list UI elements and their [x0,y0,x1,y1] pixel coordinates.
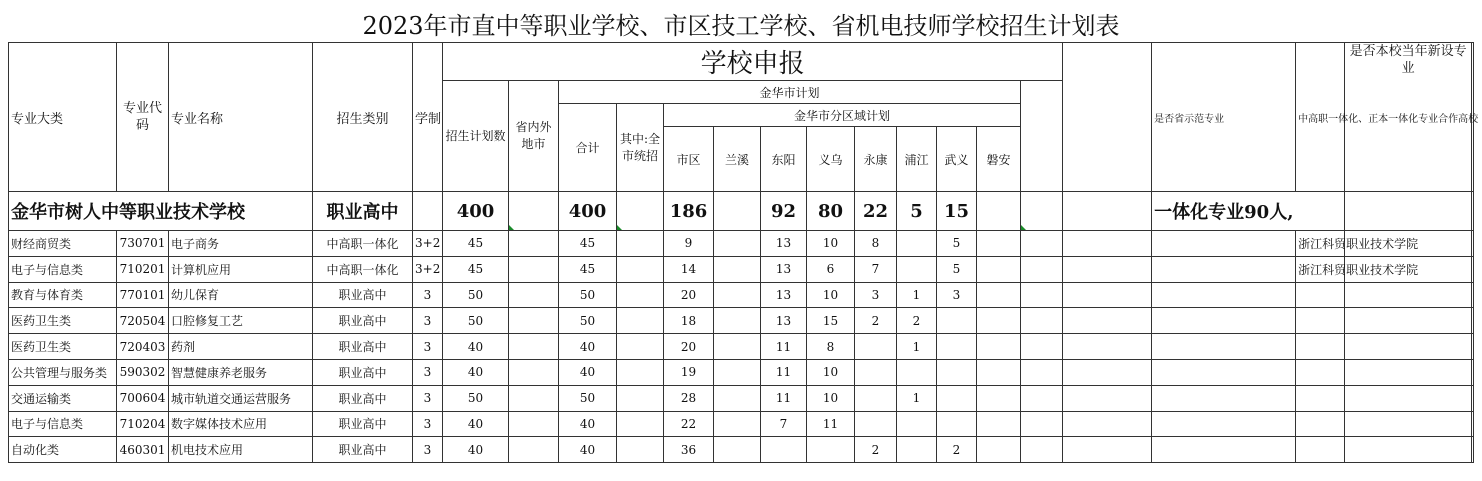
row-partner-college [1296,334,1345,360]
row-district-pujiang: 1 [897,334,937,360]
row-district-yongkang: 7 [855,256,897,282]
row-partner-college: 浙江科贸职业技术学院 [1296,231,1345,257]
header-district-yongkang: 永康 [855,127,897,192]
header-demo-major: 是否省示范专业 [1152,43,1296,192]
row-plan: 45 [443,256,509,282]
row-partner-college: 浙江科贸职业技术学院 [1296,256,1345,282]
table-row [9,334,1474,360]
header-total: 合计 [559,104,617,192]
row-total: 40 [559,359,617,385]
row-total: 40 [559,411,617,437]
row-district-shiqu: 22 [664,411,714,437]
row-district-lanxi [714,308,761,334]
row-district-pujiang: 2 [897,308,937,334]
major-rows [9,231,1474,463]
header-district-wuyi: 武义 [937,127,977,192]
row-system: 3 [413,282,443,308]
row-total: 45 [559,231,617,257]
row-plan: 40 [443,359,509,385]
row-district-shiqu: 14 [664,256,714,282]
row-type: 职业高中 [313,385,413,411]
row-partner-college [1296,308,1345,334]
row-total: 40 [559,334,617,360]
header-school-report: 学校申报 [443,43,1063,81]
row-district-wuyi [937,308,977,334]
header-district-pujiang: 浦江 [897,127,937,192]
school-plan: 400 [443,192,509,231]
row-district-panan [977,282,1021,308]
row-district-dongyang: 11 [761,334,807,360]
row-total: 50 [559,385,617,411]
row-partner-college [1296,411,1345,437]
row-district-pujiang [897,359,937,385]
row-category: 医药卫生类 [9,308,117,334]
row-district-lanxi [714,256,761,282]
table-row [9,308,1474,334]
row-type: 职业高中 [313,334,413,360]
row-district-shiqu: 28 [664,385,714,411]
row-category: 医药卫生类 [9,334,117,360]
row-name: 城市轨道交通运营服务 [169,385,313,411]
row-district-yongkang [855,359,897,385]
row-district-shiqu: 18 [664,308,714,334]
school-type: 职业高中 [313,192,413,231]
row-district-dongyang: 13 [761,256,807,282]
row-system: 3+2 [413,231,443,257]
row-district-dongyang: 11 [761,385,807,411]
row-district-panan [977,256,1021,282]
row-district-shiqu: 36 [664,437,714,463]
table-row [9,359,1474,385]
header-extra-blank [1063,43,1152,192]
school-district-dongyang: 92 [761,192,807,231]
row-district-lanxi [714,359,761,385]
row-name: 智慧健康养老服务 [169,359,313,385]
row-district-lanxi [714,231,761,257]
row-district-dongyang: 11 [761,359,807,385]
row-district-pujiang: 1 [897,385,937,411]
row-category: 电子与信息类 [9,256,117,282]
row-district-wuyi: 5 [937,231,977,257]
row-district-yongkang [855,334,897,360]
row-system: 3 [413,308,443,334]
row-code: 770101 [117,282,169,308]
row-category: 教育与体育类 [9,282,117,308]
row-district-panan [977,308,1021,334]
school-name: 金华市树人中等职业技术学校 [9,192,313,231]
header-enroll-type: 招生类别 [313,43,413,192]
row-category: 自动化类 [9,437,117,463]
row-partner-college [1296,282,1345,308]
row-district-wuyi: 2 [937,437,977,463]
header-out-of-province: 省内外地市 [509,81,559,192]
row-district-panan [977,411,1021,437]
row-partner-college [1296,437,1345,463]
header-jinhua-plan: 金华市计划 [559,81,1021,104]
row-type: 中高职一体化 [313,256,413,282]
row-total: 45 [559,256,617,282]
row-partner-college [1296,359,1345,385]
row-district-pujiang [897,437,937,463]
school-summary [9,192,1474,231]
row-district-pujiang: 1 [897,282,937,308]
row-district-dongyang [761,437,807,463]
row-district-lanxi [714,437,761,463]
row-district-panan [977,231,1021,257]
row-type: 职业高中 [313,437,413,463]
table-row [9,385,1474,411]
row-type: 中高职一体化 [313,231,413,257]
row-district-pujiang [897,411,937,437]
header-blank [1021,81,1063,192]
table-row [9,256,1474,282]
row-district-lanxi [714,385,761,411]
header-major-category: 专业大类 [9,43,117,192]
row-plan: 50 [443,308,509,334]
row-name: 幼儿保育 [169,282,313,308]
row-name: 电子商务 [169,231,313,257]
row-system: 3+2 [413,256,443,282]
row-district-shiqu: 20 [664,282,714,308]
row-partner-college [1296,385,1345,411]
row-district-yiwu [807,437,855,463]
header-district-lanxi: 兰溪 [714,127,761,192]
row-district-panan [977,437,1021,463]
row-district-yongkang: 2 [855,437,897,463]
row-code: 710204 [117,411,169,437]
row-district-wuyi: 3 [937,282,977,308]
row-name: 计算机应用 [169,256,313,282]
row-name: 数字媒体技术应用 [169,411,313,437]
row-district-lanxi [714,334,761,360]
table-row [9,411,1474,437]
row-district-shiqu: 20 [664,334,714,360]
row-district-wuyi: 5 [937,256,977,282]
row-district-dongyang: 13 [761,231,807,257]
row-district-pujiang [897,231,937,257]
row-category: 财经商贸类 [9,231,117,257]
row-district-wuyi [937,411,977,437]
header-major-code: 专业代码 [117,43,169,192]
header-partner-college: 中高职一体化、正本一体化专业合作高校 [1296,43,1345,192]
row-code: 730701 [117,231,169,257]
row-category: 电子与信息类 [9,411,117,437]
row-district-lanxi [714,411,761,437]
row-plan: 40 [443,334,509,360]
row-code: 590302 [117,359,169,385]
row-district-shiqu: 9 [664,231,714,257]
row-total: 50 [559,282,617,308]
header-plan-count: 招生计划数 [443,81,509,192]
row-district-dongyang: 13 [761,308,807,334]
school-district-wuyi: 15 [937,192,977,231]
header-unified: 其中:全市统招 [617,104,664,192]
row-district-yiwu: 6 [807,256,855,282]
row-district-wuyi [937,385,977,411]
table-header [9,43,1479,192]
sheet-title: 2023年市直中等职业学校、市区技工学校、省机电技师学校招生计划表 [362,12,1120,40]
school-district-shiqu: 186 [664,192,714,231]
school-district-yongkang: 22 [855,192,897,231]
row-plan: 40 [443,411,509,437]
school-district-panan [977,192,1021,231]
row-code: 710201 [117,256,169,282]
header-district-dongyang: 东阳 [761,127,807,192]
row-total: 50 [559,308,617,334]
row-district-yongkang [855,385,897,411]
row-code: 720504 [117,308,169,334]
row-district-yiwu: 10 [807,231,855,257]
row-plan: 40 [443,437,509,463]
row-system: 3 [413,385,443,411]
row-plan: 50 [443,282,509,308]
row-system: 3 [413,437,443,463]
row-type: 职业高中 [313,411,413,437]
row-district-dongyang: 13 [761,282,807,308]
school-district-lanxi [714,192,761,231]
school-total: 400 [559,192,617,231]
row-system: 3 [413,359,443,385]
row-district-shiqu: 19 [664,359,714,385]
row-district-yiwu: 15 [807,308,855,334]
header-district-yiwu: 义乌 [807,127,855,192]
row-name: 机电技术应用 [169,437,313,463]
row-code: 720403 [117,334,169,360]
header-system: 学制 [413,43,443,192]
row-system: 3 [413,411,443,437]
school-note: 一体化专业90人, [1152,192,1345,231]
row-code: 700604 [117,385,169,411]
row-district-yongkang: 8 [855,231,897,257]
row-district-dongyang: 7 [761,411,807,437]
row-plan: 50 [443,385,509,411]
header-district-panan: 磐安 [977,127,1021,192]
row-total: 40 [559,437,617,463]
row-district-panan [977,385,1021,411]
row-plan: 45 [443,231,509,257]
row-district-yiwu: 8 [807,334,855,360]
header-major-name: 专业名称 [169,43,313,192]
row-district-panan [977,359,1021,385]
header-new-major: 是否本校当年新设专业 [1345,43,1472,192]
table-row [9,282,1474,308]
header-remark [1472,43,1474,192]
row-system: 3 [413,334,443,360]
table-row [9,437,1474,463]
row-district-wuyi [937,334,977,360]
header-district-plan: 金华市分区域计划 [664,104,1021,127]
row-district-yiwu: 11 [807,411,855,437]
row-district-yiwu: 10 [807,282,855,308]
row-district-yongkang: 2 [855,308,897,334]
row-name: 药剂 [169,334,313,360]
school-district-pujiang: 5 [897,192,937,231]
row-district-yongkang [855,411,897,437]
row-district-yiwu: 10 [807,385,855,411]
header-district-shiqu: 市区 [664,127,714,192]
row-category: 交通运输类 [9,385,117,411]
school-district-yiwu: 80 [807,192,855,231]
row-type: 职业高中 [313,359,413,385]
row-type: 职业高中 [313,282,413,308]
row-category: 公共管理与服务类 [9,359,117,385]
row-code: 460301 [117,437,169,463]
row-type: 职业高中 [313,308,413,334]
row-district-lanxi [714,282,761,308]
row-district-yongkang: 3 [855,282,897,308]
row-district-wuyi [937,359,977,385]
table-row [9,231,1474,257]
row-district-yiwu: 10 [807,359,855,385]
row-district-panan [977,334,1021,360]
row-name: 口腔修复工艺 [169,308,313,334]
enrollment-plan-table [8,42,1479,463]
row-district-pujiang [897,256,937,282]
